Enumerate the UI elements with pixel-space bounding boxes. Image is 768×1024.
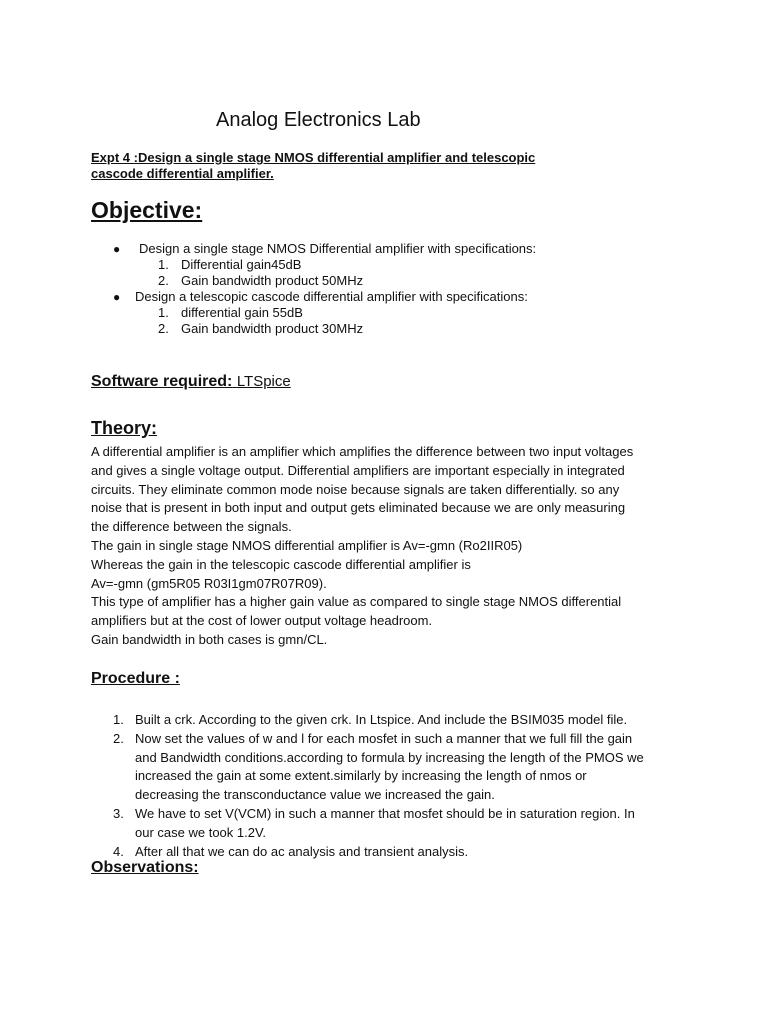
theory-line: and gives a single voltage output. Differential amplifiers are important especially in integrated [91, 462, 625, 478]
step-number: 3. [113, 805, 124, 821]
experiment-line-2: cascode differential amplifier. [91, 166, 274, 181]
experiment-heading [91, 150, 651, 182]
software-heading [91, 373, 291, 391]
procedure-step-1 [0, 711, 768, 730]
step-line: and Bandwidth conditions.according to formula by increasing the length of the PMOS we [135, 749, 644, 765]
theory-line: noise that is present in both input and output gets eliminated because we are only measuring [91, 500, 626, 516]
bullet-icon: ● [113, 242, 121, 256]
software-value: LTSpice [236, 373, 291, 390]
step-line: decreasing the transconductance value we increased the gain. [135, 787, 495, 803]
objective-item-2 [0, 289, 768, 305]
document-title: Analog Electronics Lab [216, 109, 421, 131]
objective-heading: Objective: [91, 197, 203, 223]
theory-heading: Theory: [91, 418, 158, 438]
objective-item-text: Design a single stage NMOS Differential amplifier with specifications: [139, 241, 537, 256]
theory-line: Gain bandwidth in both cases is gmn/CL. [91, 631, 328, 647]
subitem-number: 1. [158, 257, 169, 272]
objective-subitem [0, 321, 768, 337]
step-number: 1. [113, 712, 124, 727]
theory-line: circuits. They eliminate common mode noise because signals are taken differentially. so any [91, 481, 620, 497]
objective-subitem [0, 257, 768, 273]
step-number: 4. [113, 843, 124, 859]
step-line: Built a crk. According to the given crk. In Ltspice. And include the BSIM035 model file. [135, 712, 628, 727]
subitem-text: differential gain 55dB [181, 305, 303, 320]
objective-item-text: Design a telescopic cascode differential amplifier with specifications: [135, 289, 528, 304]
theory-line: amplifiers but at the cost of lower output voltage headroom. [91, 613, 433, 629]
theory-line: A differential amplifier is an amplifier which amplifies the difference between two input voltages [91, 444, 634, 459]
procedure-heading: Procedure : [91, 670, 180, 687]
objective-list [0, 241, 768, 337]
procedure-step-2 [0, 730, 768, 805]
step-line: We have to set V(VCM) in such a manner that mosfet should be in saturation region. In [135, 805, 635, 821]
bullet-icon: ● [113, 290, 121, 304]
step-number: 2. [113, 730, 124, 746]
objective-item-1 [0, 241, 768, 257]
observations-heading: Observations: [91, 859, 199, 876]
theory-line: the difference between the signals. [91, 519, 292, 535]
objective-subitem [0, 305, 768, 321]
objective-subitem [0, 273, 768, 289]
subitem-number: 2. [158, 321, 169, 336]
step-text [135, 711, 685, 730]
procedure-step-3 [0, 805, 768, 843]
step-line: Now set the values of w and l for each mosfet in such a manner that we full fill the gain [135, 730, 633, 746]
step-text [135, 730, 685, 805]
subitem-number: 1. [158, 305, 169, 320]
subitem-text: Differential gain45dB [181, 257, 302, 272]
software-label: Software required: [91, 373, 233, 390]
step-line: increased the gain at some extent.similarly by increasing the length of nmos or [135, 768, 587, 784]
step-line: our case we took 1.2V. [135, 824, 267, 840]
theory-body [91, 443, 691, 650]
step-text [135, 805, 685, 843]
subitem-text: Gain bandwidth product 30MHz [181, 321, 364, 336]
theory-line: This type of amplifier has a higher gain value as compared to single stage NMOS differential [91, 594, 622, 610]
subitem-text: Gain bandwidth product 50MHz [181, 273, 364, 288]
theory-line: Av=-gmn (gm5R05 R03I1gm07R07R09). [91, 575, 327, 591]
theory-line: Whereas the gain in the telescopic cascode differential amplifier is [91, 556, 471, 572]
experiment-line-1: Expt 4 :Design a single stage NMOS differential amplifier and telescopic [91, 150, 536, 165]
theory-line: The gain in single stage NMOS differential amplifier is Av=-gmn (Ro2IIR05) [91, 537, 523, 553]
procedure-list [0, 711, 768, 861]
subitem-number: 2. [158, 273, 169, 288]
step-line: After all that we can do ac analysis and transient analysis. [135, 843, 469, 859]
step-text [135, 843, 685, 862]
